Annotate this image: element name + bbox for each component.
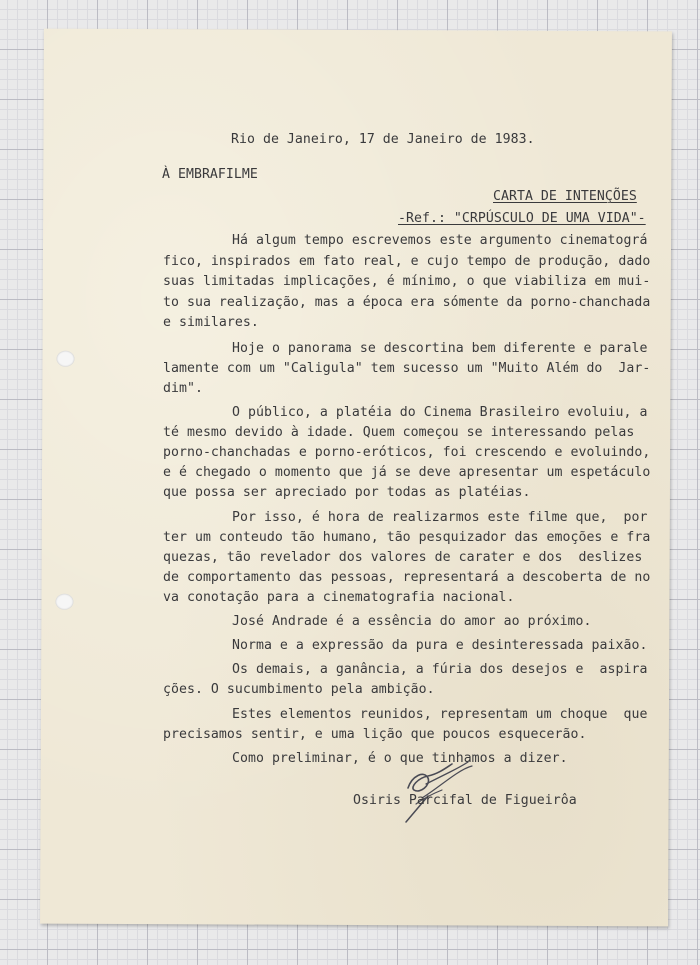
- body-line: O público, a platéia do Cinema Brasileiro evoluiu, a: [232, 405, 648, 420]
- body-line: lamente com um "Caligula" tem sucesso um "Muito Além do Jar-: [163, 361, 651, 376]
- body-line: ções. O sucumbimento pela ambição.: [163, 682, 435, 697]
- date-line: Rio de Janeiro, 17 de Janeiro de 1983.: [231, 132, 535, 147]
- body-line: Os demais, a ganância, a fúria dos desejos e aspira: [232, 662, 648, 677]
- body-line: quezas, tão revelador dos valores de carater e dos deslizes: [163, 550, 643, 565]
- body-line: e similares.: [163, 315, 259, 330]
- body-line: ter um conteudo tão humano, tão pesquizador das emoções e fra: [163, 530, 651, 545]
- body-line: to sua realização, mas a época era sómente da porno-chanchada: [163, 295, 651, 310]
- signatory-name: Osiris Parcifal de Figueirôa: [353, 793, 577, 808]
- recipient-line: À EMBRAFILME: [162, 167, 258, 182]
- letter-heading: CARTA DE INTENÇÕES: [493, 189, 637, 204]
- body-line: Hoje o panorama se descortina bem diferente e parale: [232, 341, 648, 356]
- body-line: Como preliminar, é o que tinhamos a dizer.: [232, 751, 568, 766]
- body-line: de comportamento das pessoas, representará a descoberta de no: [163, 570, 651, 585]
- body-line: José Andrade é a essência do amor ao próximo.: [232, 614, 592, 629]
- punch-hole-top: [56, 351, 74, 367]
- body-line: Estes elementos reunidos, representam um choque que: [232, 707, 648, 722]
- punch-hole-bottom: [55, 594, 73, 610]
- reference-line: -Ref.: "CRPÚSCULO DE UMA VIDA"-: [398, 211, 646, 226]
- body-line: precisamos sentir, e uma lição que poucos esquecerão.: [163, 727, 587, 742]
- body-line: e é chegado o momento que já se deve apresentar um espetáculo: [163, 465, 651, 480]
- body-line: Há algum tempo escrevemos este argumento cinematográ: [232, 233, 648, 248]
- body-line: va conotação para a cinematografia nacional.: [163, 590, 515, 605]
- handwritten-signature: [398, 758, 476, 826]
- body-line: que possa ser apreciado por todas as platéias.: [163, 485, 531, 500]
- body-line: porno-chanchadas e porno-eróticos, foi crescendo e evoluindo,: [163, 445, 651, 460]
- body-line: Por isso, é hora de realizarmos este filme que, por: [232, 510, 648, 525]
- body-line: fico, inspirados em fato real, e cujo tempo de produção, dado: [163, 254, 651, 269]
- body-line: dim".: [163, 381, 203, 396]
- body-line: suas limitadas implicações, é mínimo, o que viabiliza em mui-: [163, 274, 651, 289]
- body-line: té mesmo devido à idade. Quem começou se interessando pelas: [163, 425, 635, 440]
- body-line: Norma e a expressão da pura e desinteressada paixão.: [232, 638, 648, 653]
